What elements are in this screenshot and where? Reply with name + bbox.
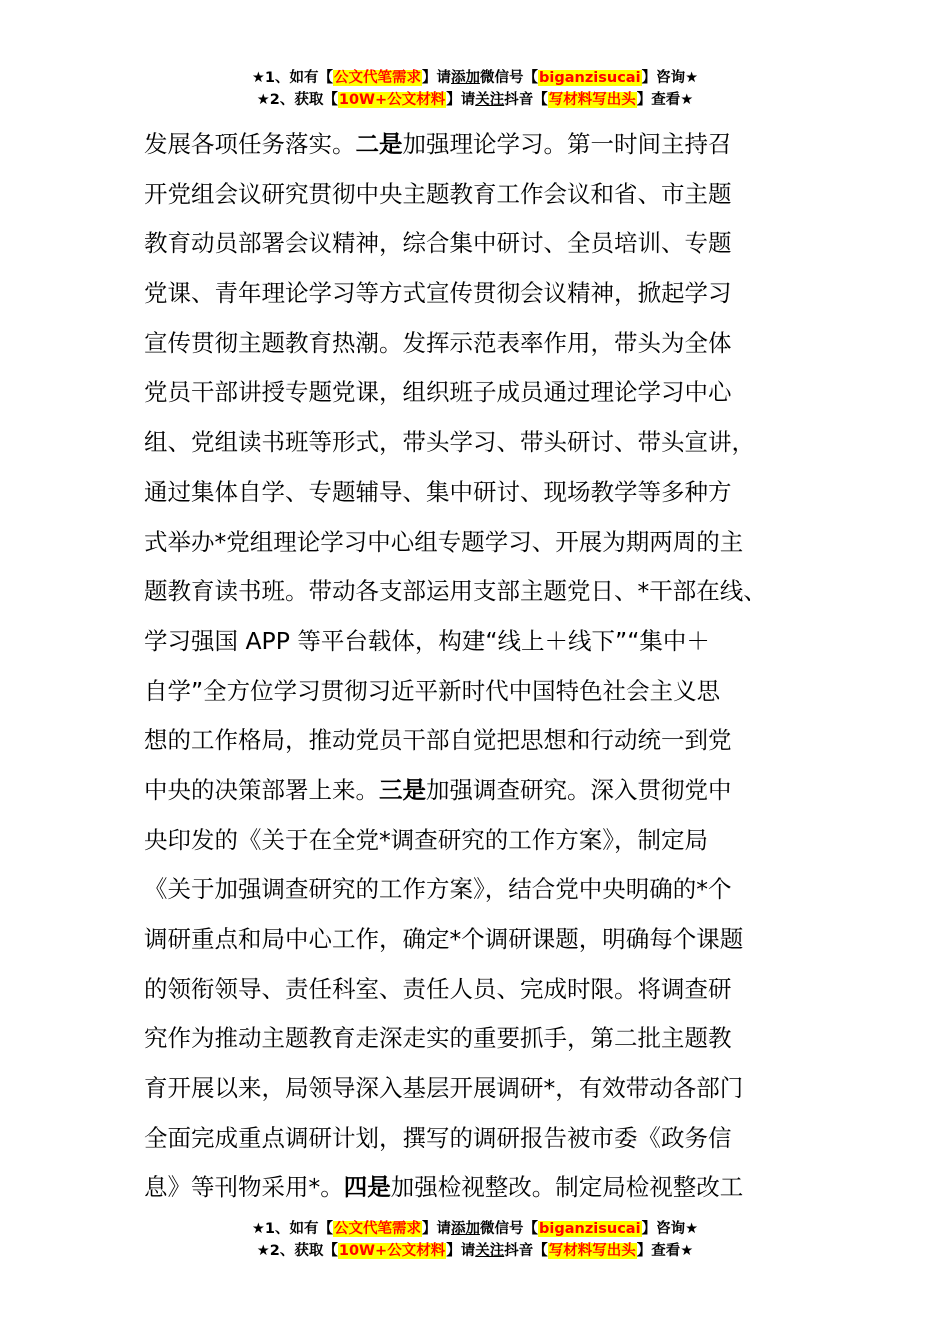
paragraph-line xyxy=(144,1064,824,1114)
underlined-text: 关注 xyxy=(475,1243,505,1259)
paragraph-line xyxy=(144,766,824,816)
highlight-materials: 10W+公文材料 xyxy=(338,1243,446,1259)
notice-text: 1、如有【 xyxy=(264,70,334,86)
body-text-segment: 题教育读书班。带动各支部运用支部主题党日、*干部在线、 xyxy=(144,577,767,606)
paragraph-line xyxy=(144,965,824,1015)
highlight-douyin-account: 写材料写出头 xyxy=(548,1243,636,1259)
paragraph-line xyxy=(144,269,824,319)
paragraph-line xyxy=(144,170,824,220)
paragraph-line xyxy=(144,667,824,717)
notice-text: 】请 xyxy=(446,92,476,108)
paragraph-line xyxy=(144,518,824,568)
header-notice-banner xyxy=(0,67,950,111)
bold-heading-marker: 三是 xyxy=(379,775,426,804)
paragraph-line xyxy=(144,418,824,468)
body-text-segment: 发展各项任务落实。 xyxy=(144,130,356,158)
paragraph-line xyxy=(144,319,824,369)
notice-text: 2、获取【 xyxy=(269,92,338,108)
paragraph-line xyxy=(144,915,824,965)
notice-line-2 xyxy=(0,89,950,111)
notice-text: 抖音【 xyxy=(504,92,548,108)
notice-text: 】请 xyxy=(446,1243,476,1259)
bold-heading-marker: 二是 xyxy=(355,130,403,158)
body-text-segment: 加强调查研究。深入贯彻党中 xyxy=(426,775,732,804)
highlight-wechat-id: biganzisucai xyxy=(539,70,641,86)
paragraph-line xyxy=(144,120,824,170)
highlight-service: 公文代笔需求 xyxy=(334,1221,422,1237)
paragraph-line xyxy=(144,1014,824,1064)
body-text-segment: 通过集体自学、专题辅导、集中研讨、现场教学等多种方 xyxy=(144,477,732,506)
notice-text: 1、如有【 xyxy=(264,1221,334,1237)
paragraph-line xyxy=(144,617,824,667)
paragraph-line xyxy=(144,1114,824,1164)
paragraph-line xyxy=(144,716,824,766)
body-text-segment: 育开展以来，局领导深入基层开展调研*，有效带动各部门 xyxy=(144,1074,744,1103)
bold-heading-marker: 四是 xyxy=(343,1173,391,1202)
body-text-segment: 组、党组读书班等形式，带头学习、带头研讨、带头宣讲， xyxy=(144,428,755,457)
notice-line-1 xyxy=(0,67,950,89)
document-body xyxy=(144,120,824,1213)
star-icon: ★ xyxy=(256,92,270,108)
notice-text: 】查看★ xyxy=(636,92,694,108)
body-text-segment: 央印发的《关于在全党*调查研究的工作方案》，制定局 xyxy=(144,825,708,854)
body-text-segment: 息》等刊物采用*。 xyxy=(144,1173,344,1202)
notice-text: 微信号【 xyxy=(480,70,539,86)
paragraph-line xyxy=(144,567,824,617)
paragraph-line xyxy=(144,816,824,866)
underlined-text: 关注 xyxy=(475,92,505,108)
body-text-segment: 加强理论学习。第一时间主持召 xyxy=(402,130,732,158)
highlight-materials: 10W+公文材料 xyxy=(338,92,446,108)
body-text-segment: 中央的决策部署上来。 xyxy=(144,775,379,804)
notice-text: 】请 xyxy=(422,1221,452,1237)
paragraph-line xyxy=(144,468,824,518)
star-icon: ★ xyxy=(256,1243,270,1259)
body-text-segment: 想的工作格局，推动党员干部自觉把思想和行动统一到党 xyxy=(144,726,732,755)
body-text-segment: 教育动员部署会议精神，综合集中研讨、全员培训、专题 xyxy=(144,229,732,258)
body-text-segment: 党员干部讲授专题党课，组织班子成员通过理论学习中心 xyxy=(144,378,732,407)
body-text-segment: 的领衔领导、责任科室、责任人员、完成时限。将调查研 xyxy=(144,974,732,1003)
paragraph-line xyxy=(144,1163,824,1213)
body-text-segment: 式举办*党组理论学习中心组专题学习、开展为期两周的主 xyxy=(144,527,744,556)
highlight-douyin-account: 写材料写出头 xyxy=(548,92,636,108)
notice-text: 】请 xyxy=(422,70,452,86)
body-text-segment: 宣传贯彻主题教育热潮。发挥示范表率作用，带头为全体 xyxy=(144,328,732,357)
body-text-segment: 《关于加强调查研究的工作方案》，结合党中央明确的*个 xyxy=(144,875,732,904)
notice-text: 抖音【 xyxy=(504,1243,548,1259)
body-text-segment: 自学”全方位学习贯彻习近平新时代中国特色社会主义思 xyxy=(144,676,721,705)
body-text-segment: 开党组会议研究贯彻中央主题教育工作会议和省、市主题 xyxy=(144,179,732,208)
notice-line-1 xyxy=(0,1218,950,1240)
underlined-text: 添加 xyxy=(451,1221,481,1237)
body-text-segment: 全面完成重点调研计划，撰写的调研报告被市委《政务信 xyxy=(144,1123,732,1152)
paragraph-line xyxy=(144,865,824,915)
body-text-segment: 调研重点和局中心工作，确定*个调研课题，明确每个课题 xyxy=(144,925,744,953)
notice-text: 】咨询★ xyxy=(641,70,699,86)
star-icon: ★ xyxy=(251,70,265,86)
paragraph-line xyxy=(144,368,824,418)
highlight-service: 公文代笔需求 xyxy=(334,70,422,86)
underlined-text: 添加 xyxy=(451,70,481,86)
notice-text: 】咨询★ xyxy=(641,1221,699,1237)
paragraph-line xyxy=(144,219,824,269)
body-text-segment: 究作为推动主题教育走深走实的重要抓手，第二批主题教 xyxy=(144,1024,732,1053)
notice-line-2 xyxy=(0,1240,950,1262)
notice-text: 】查看★ xyxy=(636,1243,694,1259)
notice-text: 2、获取【 xyxy=(269,1243,338,1259)
highlight-wechat-id: biganzisucai xyxy=(539,1221,641,1237)
body-text-segment: 党课、青年理论学习等方式宣传贯彻会议精神，掀起学习 xyxy=(144,279,732,308)
body-text-segment: 学习强国 APP 等平台载体，构建“线上＋线下”“集中＋ xyxy=(144,626,710,655)
star-icon: ★ xyxy=(251,1221,265,1237)
notice-text: 微信号【 xyxy=(480,1221,539,1237)
body-text-segment: 加强检视整改。制定局检视整改工 xyxy=(390,1173,744,1202)
footer-notice-banner xyxy=(0,1218,950,1262)
